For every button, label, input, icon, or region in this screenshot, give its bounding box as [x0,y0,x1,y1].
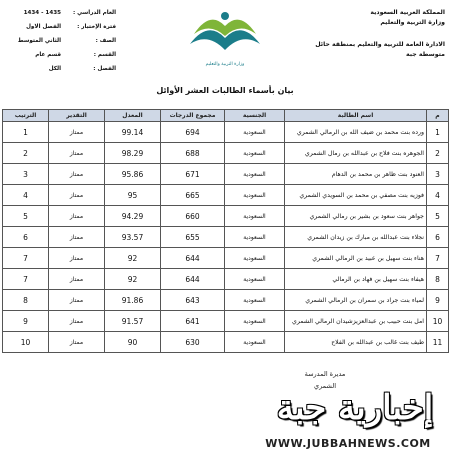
cell-rank: 2 [3,143,49,164]
document-title: بيان بأسماء الطالبات العشر الأوائل [156,86,294,95]
table-row [3,269,449,290]
cell-rate: 98.29 [105,143,161,164]
table-row [3,290,449,311]
principal-title: مديرة المدرسة [304,370,346,378]
school-line: متوسطة جبة [406,51,445,58]
cell-num: 7 [427,248,449,269]
cell-nationality: السعودية [225,248,285,269]
info-key: القسم : [93,52,116,58]
cell-rank: 4 [3,185,49,206]
cell-grade: ممتاز [49,164,105,185]
info-key: الفصل : [93,66,116,72]
cell-total: 655 [161,227,225,248]
cell-rank: 7 [3,269,49,290]
cell-name: نجلاء بنت عبدالله بن مبارك بن زيدان الشمري [285,227,427,248]
news-watermark: إخبارية جبة [276,388,434,428]
book-logo-icon [180,4,270,64]
ministry-header [305,8,445,60]
cell-num: 9 [427,290,449,311]
cell-name: لمياء بنت جراد بن سمران بن الرمالي الشمري [285,290,427,311]
directorate-line: الادارة العامة للتربية والتعليم بمنطقة حائل [315,41,445,48]
info-value: الكل [48,66,61,72]
cell-rank: 8 [3,290,49,311]
cell-nationality: السعودية [225,122,285,143]
cell-rank: 7 [3,248,49,269]
col-rank-header: الترتيب [3,110,49,122]
cell-rank: 1 [3,122,49,143]
cell-rate: 99.14 [105,122,161,143]
cell-num: 4 [427,185,449,206]
info-row-section [6,48,116,62]
cell-rate: 93.57 [105,227,161,248]
cell-rate: 95.86 [105,164,161,185]
cell-nationality: السعودية [225,311,285,332]
info-value: الفصل الاول [26,24,61,30]
cell-name: الجوهره بنت فلاح بن عبدالله بن رمال الشمري [285,143,427,164]
cell-total: 694 [161,122,225,143]
cell-name: العنود بنت ظاهر بن محمد بن الدهام [285,164,427,185]
website-url: WWW.JUBBAHNEWS.COM [265,437,431,450]
cell-nationality: السعودية [225,227,285,248]
cell-rate: 91.57 [105,311,161,332]
info-row-term [6,20,116,34]
info-key: فترة الإختبار : [77,24,116,30]
cell-rank: 5 [3,206,49,227]
info-row-class [6,62,116,76]
cell-nationality: السعودية [225,206,285,227]
cell-grade: ممتاز [49,185,105,206]
cell-grade: ممتاز [49,206,105,227]
cell-num: 6 [427,227,449,248]
top-students-table [2,109,449,353]
table-row [3,227,449,248]
col-grade-header: التقدير [49,110,105,122]
cell-num: 8 [427,269,449,290]
principal-name: الشمري [313,382,337,390]
col-rate-header: المعدل [105,110,161,122]
cell-rank: 6 [3,227,49,248]
cell-nationality: السعودية [225,269,285,290]
cell-grade: ممتاز [49,269,105,290]
cell-num: 1 [427,122,449,143]
cell-grade: ممتاز [49,122,105,143]
cell-grade: ممتاز [49,290,105,311]
info-row-year [6,6,116,20]
cell-name: ورده بنت محمد بن ضيف الله بن الرمالي الشمري [285,122,427,143]
cell-rank: 3 [3,164,49,185]
table-row [3,332,449,353]
cell-total: 644 [161,269,225,290]
col-nationality-header: الجنسية [225,110,285,122]
info-value: الثاني المتوسط [17,38,61,44]
info-value: 1435 - 1434 [23,10,61,16]
cell-grade: ممتاز [49,311,105,332]
cell-name: طيف بنت غالب بن عبدالله بن الفلاح [285,332,427,353]
cell-num: 11 [427,332,449,353]
cell-rank: 9 [3,311,49,332]
cell-total: 688 [161,143,225,164]
cell-rate: 94.29 [105,206,161,227]
table-row [3,248,449,269]
cell-total: 644 [161,248,225,269]
cell-total: 671 [161,164,225,185]
cell-nationality: السعودية [225,332,285,353]
kingdom-line: المملكة العربية السعودية [370,9,445,16]
cell-nationality: السعودية [225,185,285,206]
info-key: العام الدراسي : [72,10,116,16]
col-name-header: اسم الطالبة [285,110,427,122]
cell-num: 3 [427,164,449,185]
cell-num: 10 [427,311,449,332]
cell-nationality: السعودية [225,164,285,185]
cell-name: هيفاء بنت سهيل بن فهاد بن الرمالي [285,269,427,290]
cell-rate: 92 [105,248,161,269]
cell-name: فوزيه بنت مصفي بن محمد بن السويدي الشمري [285,185,427,206]
cell-rate: 91.86 [105,290,161,311]
cell-rank: 10 [3,332,49,353]
cell-nationality: السعودية [225,290,285,311]
cell-rate: 92 [105,269,161,290]
table-row [3,164,449,185]
cell-num: 5 [427,206,449,227]
cell-total: 630 [161,332,225,353]
cell-name: امل بنت حبيب بن عبدالعزيزشيدان الرمالي الشمري [285,311,427,332]
table-header-row [3,110,449,122]
table-row [3,143,449,164]
table-row [3,311,449,332]
cell-rate: 95 [105,185,161,206]
cell-name: جواهر بنت سعود بن بشير بن رمالي الشمري [285,206,427,227]
table-row [3,185,449,206]
col-total-header: مجموع الدرجات [161,110,225,122]
logo-caption: وزارة التربية والتعليم [205,62,245,67]
cell-total: 665 [161,185,225,206]
table-row [3,122,449,143]
ministry-logo [180,4,270,76]
info-row-grade [6,34,116,48]
cell-total: 641 [161,311,225,332]
exam-info [6,6,116,76]
table-row [3,206,449,227]
col-num-header: م [427,110,449,122]
cell-rate: 90 [105,332,161,353]
cell-grade: ممتاز [49,143,105,164]
cell-grade: ممتاز [49,332,105,353]
cell-total: 660 [161,206,225,227]
ministry-line: وزارة التربية والتعليم [380,19,445,26]
cell-name: هناء بنت سهيل بن عبيد بن الرمالي الشمري [285,248,427,269]
cell-grade: ممتاز [49,227,105,248]
cell-num: 2 [427,143,449,164]
cell-nationality: السعودية [225,143,285,164]
cell-grade: ممتاز [49,248,105,269]
cell-total: 643 [161,290,225,311]
info-value: قسم عام [35,52,61,58]
info-key: الصف : [95,38,116,44]
